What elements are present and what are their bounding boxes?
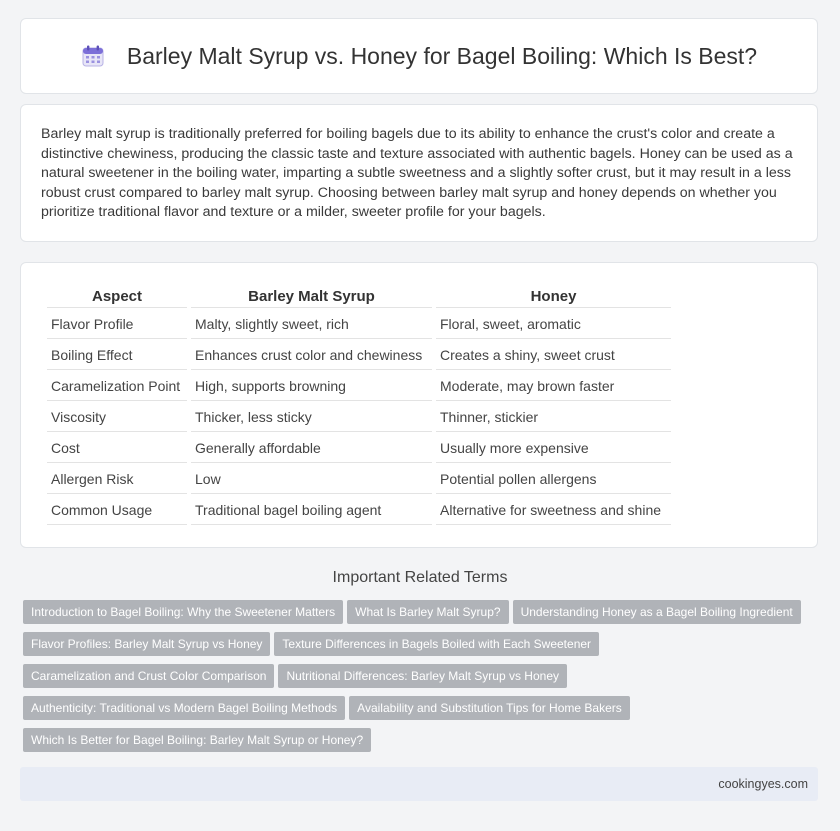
table-row	[47, 401, 671, 432]
cell-honey: Potential pollen allergens	[436, 463, 671, 494]
table-row	[47, 432, 671, 463]
cell-barley: High, supports browning	[191, 370, 432, 401]
cell-aspect: Common Usage	[47, 494, 187, 525]
related-term-tag[interactable]: Authenticity: Traditional vs Modern Bagel Boiling Methods	[23, 696, 345, 720]
cell-honey: Creates a shiny, sweet crust	[436, 339, 671, 370]
related-term-tag[interactable]: What Is Barley Malt Syrup?	[347, 600, 508, 624]
cell-honey: Moderate, may brown faster	[436, 370, 671, 401]
header-aspect: Aspect	[47, 285, 187, 308]
related-term-tag[interactable]: Understanding Honey as a Bagel Boiling Ingredient	[513, 600, 801, 624]
table-row	[47, 339, 671, 370]
cell-aspect: Cost	[47, 432, 187, 463]
cell-barley: Traditional bagel boiling agent	[191, 494, 432, 525]
cell-barley: Enhances crust color and chewiness	[191, 339, 432, 370]
table-row	[47, 463, 671, 494]
page-title-text: Barley Malt Syrup vs. Honey for Bagel Boiling: Which Is Best?	[126, 42, 758, 69]
table-row	[47, 308, 671, 339]
table-row	[47, 370, 671, 401]
table-row	[47, 494, 671, 525]
related-term-tag[interactable]: Nutritional Differences: Barley Malt Syrup vs Honey	[278, 664, 567, 688]
cell-honey: Usually more expensive	[436, 432, 671, 463]
cell-honey: Thinner, stickier	[436, 401, 671, 432]
related-terms-list	[23, 600, 823, 760]
comparison-card	[20, 262, 818, 548]
cell-aspect: Caramelization Point	[47, 370, 187, 401]
cell-honey: Alternative for sweetness and shine	[436, 494, 671, 525]
table-header-row	[47, 285, 671, 308]
intro-card	[20, 104, 818, 242]
related-term-tag[interactable]: Which Is Better for Bagel Boiling: Barley Malt Syrup or Honey?	[23, 728, 371, 752]
cell-barley: Generally affordable	[191, 432, 432, 463]
cell-aspect: Allergen Risk	[47, 463, 187, 494]
calendar-icon	[81, 44, 105, 68]
cell-barley: Thicker, less sticky	[191, 401, 432, 432]
related-term-tag[interactable]: Caramelization and Crust Color Comparison	[23, 664, 274, 688]
related-term-tag[interactable]: Introduction to Bagel Boiling: Why the Sweetener Matters	[23, 600, 343, 624]
related-term-tag[interactable]: Flavor Profiles: Barley Malt Syrup vs Honey	[23, 632, 270, 656]
cell-aspect: Flavor Profile	[47, 308, 187, 339]
cell-barley: Malty, slightly sweet, rich	[191, 308, 432, 339]
cell-aspect: Boiling Effect	[47, 339, 187, 370]
related-terms-title: Important Related Terms	[332, 569, 508, 586]
comparison-table	[43, 285, 675, 525]
page-title	[81, 43, 757, 70]
related-term-tag[interactable]: Texture Differences in Bagels Boiled with Each Sweetener	[274, 632, 599, 656]
cell-honey: Floral, sweet, aromatic	[436, 308, 671, 339]
title-card	[20, 18, 818, 94]
related-term-tag[interactable]: Availability and Substitution Tips for Home Bakers	[349, 696, 630, 720]
cell-barley: Low	[191, 463, 432, 494]
header-honey: Honey	[436, 285, 671, 308]
cell-aspect: Viscosity	[47, 401, 187, 432]
intro-paragraph: Barley malt syrup is traditionally preferred for boiling bagels due to its ability to enhance the crust's color and create a distinctive chewiness, producing the classic taste and texture associated with authentic bagels. Honey can be used as a natural sweetener in the boiling water, imparting a subtle sweetness and a slightly softer crust, but it may result in a less robust crust compared to barley malt syrup. Choosing between barley malt syrup and honey depends on whether you prioritize traditional flavor and texture or a milder, sweeter profile for your bagels.	[41, 126, 793, 221]
footer	[20, 767, 818, 801]
header-barley-malt-syrup: Barley Malt Syrup	[191, 285, 432, 308]
footer-site-link[interactable]: cookingyes.com	[718, 777, 808, 791]
